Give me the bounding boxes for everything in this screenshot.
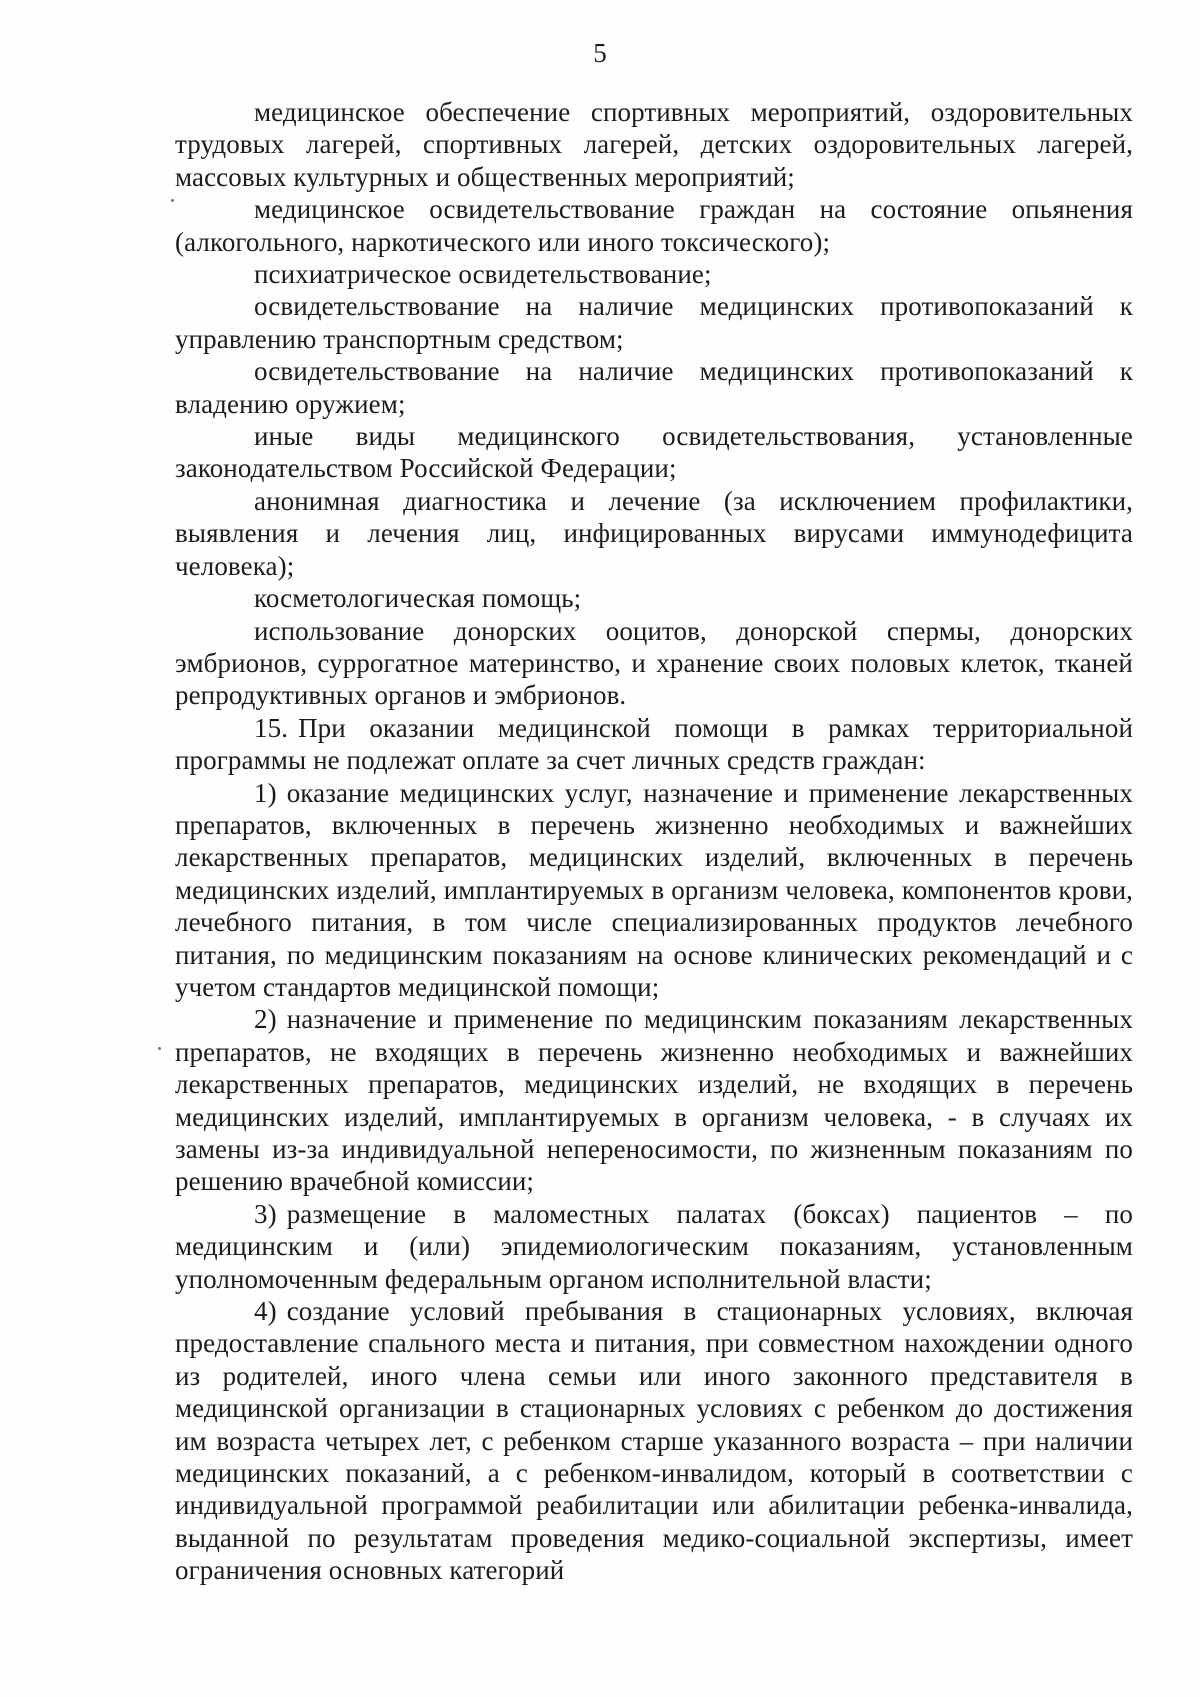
paragraph-intoxication-exam: медицинское освидетельствование граждан на состояние опьянения (алкогольного, наркотического или иного токсического); (175, 194, 1133, 257)
paragraph-other-exams: иные виды медицинского освидетельствования, установленные законодательством Российской Федерации; (175, 421, 1133, 484)
list-item (175, 1295, 1133, 1587)
list-item (175, 777, 1133, 1004)
list-item (175, 1003, 1133, 1197)
section-15-text: При оказании медицинской помощи в рамках территориальной программы не подлежат оплате за счет личных средств граждан: (175, 712, 1133, 776)
paragraph-psychiatric-exam: психиатрическое освидетельствование; (254, 259, 712, 290)
list-item-text: создание условий пребывания в стационарных условиях, включая предоставление спального места и питания, при совместном нахождении одного из родителей, иного члена семьи или иного законного представителя в медицинской организации в стационарных условиях с ребенком до достижения им возраста четырех лет, с ребенком старше указанного возраста – при наличии медицинских показаний, а с ребенком-инвалидом, который в соответствии с индивидуальной программой реабилитации или абилитации ребенка-инвалида, выданной по результатам проведения медико-социальной экспертизы, имеет ограничения основных категорий (175, 1296, 1133, 1586)
scan-speck (158, 1047, 161, 1050)
paragraph-donor-materials: использование донорских ооцитов, донорской спермы, донорских эмбрионов, суррогатное материнство, и хранение своих половых клеток, тканей репродуктивных органов и эмбрионов. (175, 615, 1133, 711)
section-15-paragraph (175, 712, 1133, 777)
list-item-text: оказание медицинских услуг, назначение и применение лекарственных препаратов, включенных в перечень жизненно необходимых и важнейших лекарственных препаратов, медицинских изделий, включенных в перечень медицинских изделий, имплантируемых в организм человека, компонентов крови, лечебного питания, в том числе специализированных продуктов лечебного питания, по медицинским показаниям на основе клинических рекомендаций и с учетом стандартов медицинской помощи; (175, 777, 1133, 1002)
list-item-text: размещение в маломестных палатах (боксах) пациентов – по медицинским и (или) эпидемиологическим показаниям, установленным уполномоченным федеральным органом исполнительной власти; (175, 1198, 1133, 1294)
document-body (175, 96, 1133, 1587)
list-item-number: 4) (254, 1296, 277, 1327)
paragraph-weapons-exam: освидетельствование на наличие медицинских противопоказаний к владению оружием; (175, 356, 1133, 419)
list-item (175, 1198, 1133, 1295)
list-item-number: 2) (254, 1004, 277, 1035)
paragraph-cosmetology: косметологическая помощь; (254, 583, 582, 614)
list-item-number: 3) (254, 1198, 277, 1229)
scan-speck (171, 199, 174, 202)
paragraph-anonymous-diagnostics: анонимная диагностика и лечение (за исключением профилактики, выявления и лечения лиц, инфицированных вирусами иммунодефицита человека); (175, 485, 1133, 581)
paragraph-sports-events: медицинское обеспечение спортивных мероприятий, оздоровительных трудовых лагерей, спортивных лагерей, детских оздоровительных лагерей, массовых культурных и общественных мероприятий; (175, 97, 1133, 192)
list-item-number: 1) (254, 777, 277, 808)
paragraph-driving-exam: освидетельствование на наличие медицинских противопоказаний к управлению транспортным средством; (175, 291, 1133, 354)
section-number: 15. (254, 712, 289, 743)
page-number: 5 (593, 38, 607, 68)
list-item-text: назначение и применение по медицинским показаниям лекарственных препаратов, не входящих в перечень жизненно необходимых и важнейших лекарственных препаратов, медицинских изделий, не входящих в перечень медицинских изделий, имплантируемых в организм человека, - в случаях их замены из-за индивидуальной непереносимости, по жизненным показаниям по решению врачебной комиссии; (175, 1004, 1133, 1197)
